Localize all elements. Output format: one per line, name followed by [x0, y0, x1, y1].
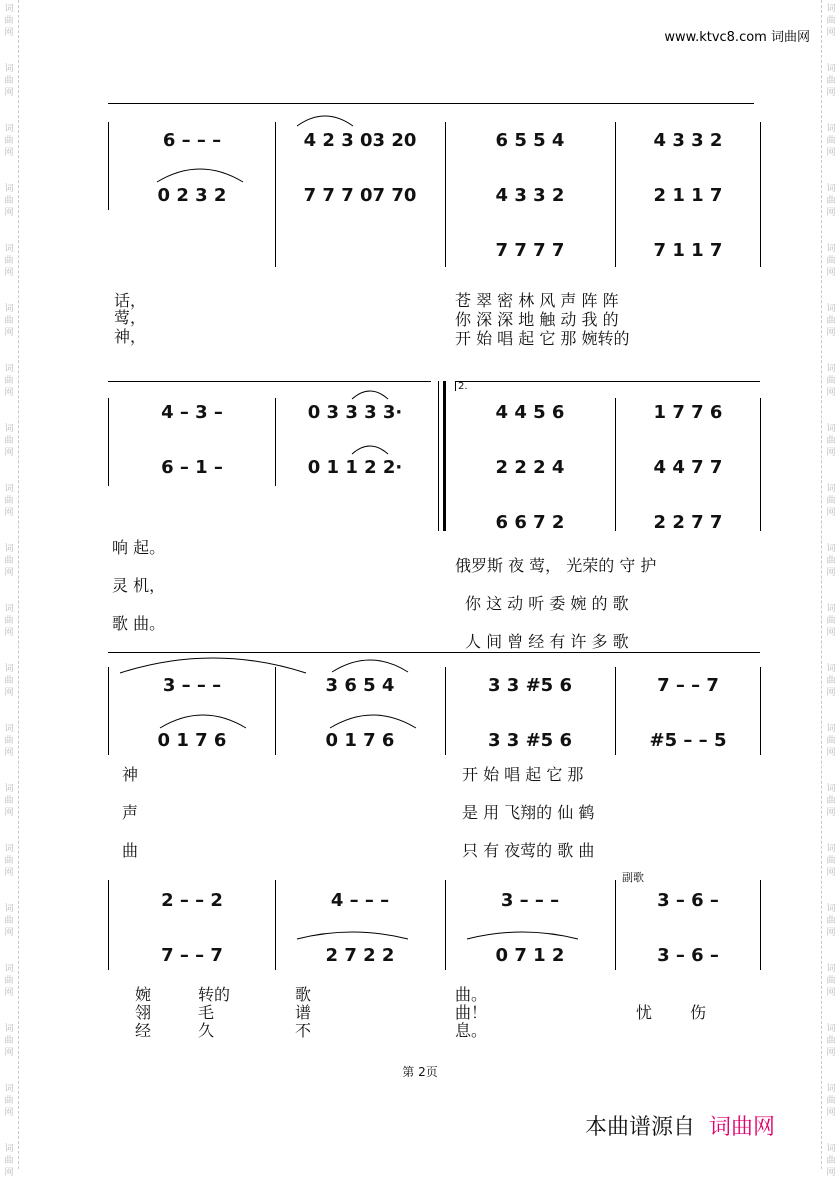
- watermark-glyph: 网: [826, 1168, 836, 1178]
- barline: [275, 122, 276, 267]
- lyric-syllable: 毛: [198, 1003, 215, 1022]
- measure-mid: [280, 728, 440, 752]
- watermark-glyph: 词: [4, 544, 14, 554]
- watermark-glyph: 网: [4, 508, 14, 518]
- watermark-glyph: 网: [4, 448, 14, 458]
- slur: [350, 442, 390, 456]
- watermark-glyph: 曲: [826, 796, 836, 806]
- site-name: 词曲网: [770, 30, 810, 45]
- watermark-glyph: 词: [4, 604, 14, 614]
- watermark-glyph: 曲: [826, 76, 836, 86]
- watermark-glyph: 曲: [826, 316, 836, 326]
- watermark-glyph: 词: [4, 364, 14, 374]
- note: 4 4 5 6: [495, 401, 565, 423]
- watermark-glyph: 网: [4, 688, 14, 698]
- lyric-line: 你 这 动 听 委 婉 的 歌: [465, 594, 629, 613]
- note: 3 3 #5 6: [488, 674, 572, 696]
- measure-mid: [450, 455, 610, 479]
- slur: [295, 927, 410, 941]
- watermark-glyph: 词: [4, 304, 14, 314]
- watermark-glyph: 曲: [826, 1036, 836, 1046]
- watermark-glyph: 曲: [4, 256, 14, 266]
- lyric-line: 人 间 曾 经 有 许 多 歌: [465, 632, 629, 651]
- note: #5 – – 5: [649, 729, 727, 751]
- watermark-glyph: 曲: [826, 376, 836, 386]
- watermark-glyph: 曲: [4, 796, 14, 806]
- watermark-glyph: 网: [4, 268, 14, 278]
- lyric-line: 曲: [122, 841, 139, 860]
- watermark-glyph: 曲: [4, 1036, 14, 1046]
- watermark-glyph: 网: [4, 988, 14, 998]
- watermark-glyph: 网: [826, 328, 836, 338]
- lyric-syllable: 谱: [295, 1003, 312, 1022]
- lyric-syllable: 曲。: [455, 985, 488, 1004]
- watermark-glyph: 词: [826, 1084, 836, 1094]
- slur: [295, 112, 355, 128]
- barline: [108, 880, 109, 970]
- watermark-glyph: 网: [4, 148, 14, 158]
- watermark-glyph: 曲: [826, 256, 836, 266]
- measure-top: [112, 888, 272, 912]
- watermark-glyph: 词: [4, 1024, 14, 1034]
- note: 2 7 2 2: [325, 944, 395, 966]
- barline: [108, 667, 109, 755]
- note: 3 – – –: [500, 889, 560, 911]
- note: 4 4 7 7: [653, 456, 723, 478]
- slur: [155, 164, 245, 184]
- watermark-glyph: 曲: [826, 616, 836, 626]
- watermark-glyph: 网: [4, 1168, 14, 1178]
- measure-top: [450, 128, 610, 152]
- measure-low: [450, 510, 610, 534]
- watermark-glyph: 网: [826, 688, 836, 698]
- watermark-glyph: 曲: [4, 196, 14, 206]
- measure-mid: [112, 455, 272, 479]
- note: 6 – – –: [162, 129, 222, 151]
- watermark-glyph: 网: [826, 508, 836, 518]
- watermark-glyph: 词: [826, 1144, 836, 1154]
- barline: [760, 398, 761, 531]
- lyric-syllable: 翎: [135, 1003, 152, 1022]
- volta-line: [455, 381, 760, 382]
- watermark-glyph: 曲: [826, 16, 836, 26]
- watermark-glyph: 曲: [4, 1096, 14, 1106]
- measure-mid: [618, 728, 758, 752]
- measure-mid: [280, 183, 440, 207]
- watermark-glyph: 词: [826, 364, 836, 374]
- watermark-glyph: 词: [4, 1084, 14, 1094]
- note: 0 3 3 3 3·: [307, 401, 403, 423]
- measure-low: [450, 238, 610, 262]
- watermark-glyph: 词: [4, 244, 14, 254]
- watermark-glyph: 词: [4, 664, 14, 674]
- watermark-glyph: 词: [826, 604, 836, 614]
- lyric-line: 灵 机，: [112, 576, 166, 595]
- measure-mid: [112, 183, 272, 207]
- watermark-glyph: 曲: [826, 736, 836, 746]
- lyric-syllable: 歌: [295, 985, 312, 1004]
- lyric-syllable: 伤: [690, 1003, 707, 1022]
- watermark-glyph: 网: [4, 808, 14, 818]
- watermark-glyph: 网: [826, 568, 836, 578]
- lyric-line: 响 起。: [112, 538, 166, 557]
- watermark-glyph: 网: [826, 28, 836, 38]
- measure-mid: [112, 728, 272, 752]
- repeat-barline: [443, 381, 446, 531]
- watermark-glyph: 网: [4, 628, 14, 638]
- watermark-glyph: 词: [4, 1144, 14, 1154]
- watermark-glyph: 曲: [826, 196, 836, 206]
- watermark-glyph: 网: [4, 748, 14, 758]
- watermark-glyph: 曲: [4, 916, 14, 926]
- note: 6 6 7 2: [495, 511, 565, 533]
- lyric-line: 你 深 深 地 触 动 我 的: [455, 310, 619, 329]
- watermark-glyph: 词: [4, 4, 14, 14]
- watermark-glyph: 词: [826, 1024, 836, 1034]
- watermark-glyph: 词: [4, 844, 14, 854]
- watermark-glyph: 曲: [4, 976, 14, 986]
- watermark-glyph: 词: [4, 484, 14, 494]
- lyric-line: 神，: [114, 327, 147, 346]
- lyric-syllable: 不: [295, 1021, 312, 1040]
- lyric-syllable: 转的: [198, 985, 231, 1004]
- slur: [350, 387, 390, 401]
- note: 3 – 6 –: [657, 944, 719, 966]
- note: 3 6 5 4: [325, 674, 395, 696]
- measure-low: [618, 510, 758, 534]
- watermark-glyph: 曲: [4, 316, 14, 326]
- barline: [615, 880, 616, 970]
- staff-top-line: [108, 381, 431, 382]
- watermark-glyph: 词: [4, 184, 14, 194]
- lyric-line: 俄罗斯 夜 莺， 光荣的 守 护: [455, 556, 657, 575]
- lyric-line: 开 始 唱 起 它 那: [462, 765, 584, 784]
- note: 4 3 3 2: [653, 129, 723, 151]
- slur: [465, 927, 580, 941]
- section-label: 副歌: [622, 871, 644, 884]
- watermark-glyph: 词: [4, 124, 14, 134]
- watermark-glyph: 网: [4, 28, 14, 38]
- watermark-glyph: 词: [826, 724, 836, 734]
- watermark-glyph: 词: [826, 664, 836, 674]
- watermark-glyph: 曲: [826, 676, 836, 686]
- lyric-line: 神: [122, 765, 139, 784]
- lyric-line: 苍 翠 密 林 风 声 阵 阵: [455, 291, 619, 310]
- note: 0 2 3 2: [157, 184, 227, 206]
- lyric-line: 声: [122, 803, 139, 822]
- measure-top: [280, 673, 440, 697]
- watermark-glyph: 网: [4, 88, 14, 98]
- watermark-glyph: 曲: [4, 616, 14, 626]
- note: 0 1 7 6: [325, 729, 395, 751]
- note: 7 7 7 07 70: [303, 184, 417, 206]
- measure-low: [618, 238, 758, 262]
- note: 4 2 3 03 20: [303, 129, 417, 151]
- watermark-glyph: 网: [826, 148, 836, 158]
- lyric-syllable: 曲！: [455, 1003, 488, 1022]
- watermark-glyph: 词: [4, 904, 14, 914]
- note: 2 2 2 4: [495, 456, 565, 478]
- watermark-glyph: 网: [826, 88, 836, 98]
- note: 7 – – 7: [161, 944, 223, 966]
- watermark-glyph: 词: [826, 844, 836, 854]
- page-number: 第 2页: [402, 1065, 438, 1079]
- watermark-glyph: 词: [4, 964, 14, 974]
- note: 3 – – –: [162, 674, 222, 696]
- measure-mid: [450, 943, 610, 967]
- note: 0 1 1 2 2·: [307, 456, 403, 478]
- watermark-glyph: 曲: [826, 916, 836, 926]
- watermark-glyph: 曲: [4, 376, 14, 386]
- watermark-glyph: 网: [826, 868, 836, 878]
- barline: [108, 122, 109, 210]
- measure-top: [280, 128, 440, 152]
- source-label: 本曲谱源自: [585, 1115, 696, 1140]
- watermark-glyph: 网: [826, 268, 836, 278]
- watermark-glyph: 曲: [826, 436, 836, 446]
- measure-top: [112, 400, 272, 424]
- slur: [330, 656, 410, 674]
- site-header: [664, 26, 810, 45]
- measure-mid: [112, 943, 272, 967]
- measure-top: [450, 673, 610, 697]
- watermark-glyph: 网: [4, 1108, 14, 1118]
- watermark-glyph: 曲: [4, 76, 14, 86]
- watermark-glyph: 网: [4, 328, 14, 338]
- watermark-glyph: 词: [826, 64, 836, 74]
- measure-top: [618, 888, 758, 912]
- measure-mid: [280, 943, 440, 967]
- note: 3 – 6 –: [657, 889, 719, 911]
- watermark-glyph: 词: [826, 544, 836, 554]
- volta-label: 2.: [458, 381, 468, 392]
- measure-top: [450, 400, 610, 424]
- watermark-glyph: 网: [4, 868, 14, 878]
- slur: [328, 710, 418, 730]
- barline: [615, 122, 616, 267]
- watermark-glyph: 词: [826, 484, 836, 494]
- lyric-line: 只 有 夜莺的 歌 曲: [462, 841, 595, 860]
- watermark-glyph: 词: [826, 784, 836, 794]
- measure-mid: [618, 183, 758, 207]
- measure-top: [618, 128, 758, 152]
- lyric-block: [0, 982, 840, 1042]
- watermark-glyph: 网: [826, 808, 836, 818]
- measure-mid: [618, 943, 758, 967]
- watermark-glyph: 词: [826, 184, 836, 194]
- staff-top-line: [108, 103, 754, 104]
- measure-mid: [450, 728, 610, 752]
- watermark-glyph: 网: [826, 208, 836, 218]
- barline: [615, 398, 616, 531]
- watermark-glyph: 曲: [826, 136, 836, 146]
- watermark-glyph: 网: [826, 1048, 836, 1058]
- measure-mid: [618, 455, 758, 479]
- lyric-line: 是 用 飞翔的 仙 鹤: [462, 803, 595, 822]
- watermark-glyph: 网: [826, 928, 836, 938]
- lyric-line: 话，: [114, 291, 147, 310]
- measure-mid: [280, 455, 430, 479]
- note: 6 – 1 –: [161, 456, 223, 478]
- watermark-glyph: 网: [826, 748, 836, 758]
- lyric-syllable: 息。: [455, 1021, 488, 1040]
- watermark-glyph: 网: [826, 1108, 836, 1118]
- note: 7 1 1 7: [653, 239, 723, 261]
- note: 1 7 7 6: [653, 401, 723, 423]
- barline: [615, 667, 616, 755]
- watermark-glyph: 词: [826, 244, 836, 254]
- barline: [275, 880, 276, 970]
- barline: [275, 398, 276, 486]
- watermark-glyph: 曲: [4, 1156, 14, 1166]
- watermark-glyph: 词: [4, 724, 14, 734]
- lyric-syllable: 经: [135, 1021, 152, 1040]
- watermark-glyph: 曲: [4, 736, 14, 746]
- watermark-glyph: 曲: [4, 16, 14, 26]
- watermark-glyph: 曲: [826, 856, 836, 866]
- watermark-glyph: 词: [826, 124, 836, 134]
- watermark-glyph: 词: [4, 784, 14, 794]
- barline: [445, 880, 446, 970]
- lyric-syllable: 久: [198, 1021, 215, 1040]
- volta-bracket: [455, 381, 456, 391]
- note: 7 – – 7: [657, 674, 719, 696]
- lyric-syllable: 婉: [135, 985, 152, 1004]
- lyric-line: 莺，: [114, 308, 147, 327]
- note: 4 3 3 2: [495, 184, 565, 206]
- watermark-glyph: 网: [826, 628, 836, 638]
- watermark-glyph: 词: [826, 904, 836, 914]
- watermark-glyph: 网: [4, 928, 14, 938]
- source-credit: [585, 1110, 775, 1141]
- watermark-glyph: 网: [4, 1048, 14, 1058]
- note: 4 – – –: [330, 889, 390, 911]
- watermark-glyph: 网: [4, 208, 14, 218]
- source-brand[interactable]: 词曲网: [709, 1115, 776, 1140]
- watermark-glyph: 网: [4, 568, 14, 578]
- watermark-glyph: 曲: [826, 976, 836, 986]
- measure-top: [112, 673, 272, 697]
- measure-top: [618, 400, 758, 424]
- watermark-glyph: 曲: [4, 856, 14, 866]
- watermark-glyph: 网: [826, 988, 836, 998]
- watermark-glyph: 词: [826, 424, 836, 434]
- measure-top: [280, 888, 440, 912]
- watermark-glyph: 曲: [4, 436, 14, 446]
- measure-top: [280, 400, 430, 424]
- watermark-glyph: 词: [826, 964, 836, 974]
- note: 4 – 3 –: [161, 401, 223, 423]
- barline: [760, 667, 761, 755]
- barline: [760, 122, 761, 267]
- slur: [118, 653, 308, 675]
- site-url[interactable]: www.ktvc8.com: [664, 30, 767, 45]
- barline: [760, 880, 761, 970]
- barline: [445, 122, 446, 267]
- lyric-line: 歌 曲。: [112, 614, 166, 633]
- measure-top: [618, 673, 758, 697]
- watermark-glyph: 曲: [826, 556, 836, 566]
- watermark-glyph: 网: [826, 388, 836, 398]
- note: 7 7 7 7: [495, 239, 565, 261]
- watermark-glyph: 曲: [826, 1096, 836, 1106]
- watermark-glyph: 曲: [826, 496, 836, 506]
- measure-mid: [450, 183, 610, 207]
- watermark-glyph: 曲: [4, 676, 14, 686]
- watermark-glyph: 曲: [4, 136, 14, 146]
- lyric-line: 开 始 唱 起 它 那 婉转的: [455, 329, 630, 348]
- note: 2 2 7 7: [653, 511, 723, 533]
- watermark-glyph: 曲: [4, 556, 14, 566]
- watermark-glyph: 网: [826, 448, 836, 458]
- watermark-glyph: 词: [826, 4, 836, 14]
- slur: [158, 710, 248, 730]
- measure-top: [450, 888, 610, 912]
- barline: [275, 667, 276, 755]
- note: 2 1 1 7: [653, 184, 723, 206]
- watermark-glyph: 词: [4, 424, 14, 434]
- measure-top: [112, 128, 272, 152]
- note: 0 1 7 6: [157, 729, 227, 751]
- barline: [438, 381, 439, 531]
- lyric-syllable: 忧: [636, 1003, 653, 1022]
- note: 6 5 5 4: [495, 129, 565, 151]
- barline: [108, 398, 109, 486]
- watermark-glyph: 网: [4, 388, 14, 398]
- note: 3 3 #5 6: [488, 729, 572, 751]
- barline: [445, 667, 446, 755]
- watermark-glyph: 词: [4, 64, 14, 74]
- note: 0 7 1 2: [495, 944, 565, 966]
- note: 2 – – 2: [161, 889, 223, 911]
- watermark-glyph: 曲: [4, 496, 14, 506]
- watermark-glyph: 词: [826, 304, 836, 314]
- watermark-glyph: 曲: [826, 1156, 836, 1166]
